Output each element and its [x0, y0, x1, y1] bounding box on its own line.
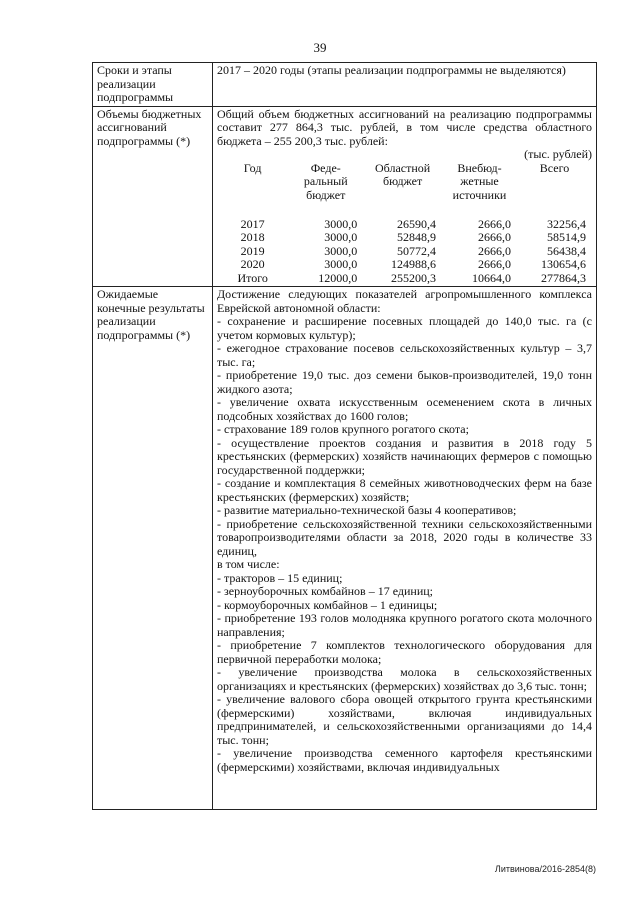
budget-federal: 3000,0: [324, 230, 358, 244]
budget-extra: 2666,0: [478, 230, 511, 244]
budget-row: [93, 106, 597, 287]
budget-regional: 124988,6: [391, 257, 436, 271]
outcome-line: - увеличение производства молока в сельскохозяйственных организациях и крестьянских (фермерских) хозяйствах до 3,6 тыс. тонн;: [217, 665, 592, 693]
page-number: 39: [313, 40, 327, 55]
periods-label: Сроки и этапы реализации подпрограммы: [93, 63, 213, 107]
budget-header-regional: Областной бюджет: [375, 160, 431, 188]
outcome-line: в том числе:: [217, 557, 280, 571]
budget-header-row: [217, 162, 592, 218]
outcome-line: - страхование 189 голов крупного рогатого скота;: [217, 422, 469, 436]
outcome-line: - приобретение 7 комплектов технологического оборудования для первичной переработки молока;: [217, 638, 592, 666]
document-footer: Литвинова/2016-2854(8): [494, 864, 596, 874]
outcome-line: - развитие материально-технической базы 4 кооперативов;: [217, 503, 517, 517]
budget-year: 2018: [240, 230, 265, 244]
budget-header-year: Год: [243, 160, 262, 175]
budget-total: 277864,3: [541, 270, 586, 285]
outcome-line: Достижение следующих показателей агропромышленного комплекса Еврейской автономной области:: [217, 288, 592, 315]
budget-row-2017: [217, 218, 592, 232]
budget-federal: 3000,0: [324, 257, 358, 271]
budget-header-extra: Внебюд-жетные источники: [452, 160, 507, 202]
outcomes-row: [93, 287, 597, 810]
budget-regional: 26590,4: [397, 216, 436, 231]
outcome-line: - приобретение сельскохозяйственной техники сельскохозяйственными товаропроизводителями области за 2018, 2020 годы в количестве 33 единиц,: [217, 516, 592, 558]
budget-row-total: [217, 272, 592, 286]
budget-row-2018: [217, 231, 592, 245]
budget-year: 2017: [240, 216, 265, 231]
outcome-line: - увеличение валового сбора овощей открытого грунта крестьянскими (фермерскими) хозяйствами, включая индивидуальных предпринимателей, и сельскохозяйственными организациями до 14,4 тыс. тонн;: [217, 692, 592, 747]
budget-units: (тыс. рублей): [524, 147, 592, 161]
outcome-line: - кормоуборочных комбайнов – 1 единицы;: [217, 597, 438, 612]
outcome-line: - приобретение 19,0 тыс. доз семени быков-производителей, 19,0 тонн жидкого азота;: [217, 368, 592, 396]
outcome-line: - создание и комплектация 8 семейных животноводческих ферм на базе крестьянских (фермерских) хозяйств;: [217, 476, 592, 504]
budget-header-federal: Феде-ральный бюджет: [303, 160, 348, 202]
budget-extra: 2666,0: [478, 257, 511, 271]
budget-total: 56438,4: [547, 243, 586, 258]
budget-year: 2019: [240, 243, 265, 258]
outcome-line: - ежегодное страхование посевов сельскохозяйственных культур – 3,7 тыс. га;: [217, 341, 592, 369]
budget-extra: 2666,0: [478, 243, 511, 258]
budget-label: Объемы бюджетных ассигнований подпрограммы (*): [93, 106, 213, 287]
budget-row-2020: [217, 258, 592, 272]
outcome-line: - увеличение производства семенного картофеля крестьянскими (фермерскими) хозяйствами, включая индивидуальных: [217, 746, 592, 774]
budget-regional: 50772,4: [397, 243, 436, 258]
outcome-line: - приобретение 193 голов молодняка крупного рогатого скота молочного направления;: [217, 611, 592, 639]
budget-federal: 3000,0: [324, 216, 358, 231]
budget-year: 2020: [240, 257, 265, 271]
budget-regional: 52848,9: [397, 230, 436, 244]
budget-row-2019: [217, 245, 592, 259]
outcome-line: - сохранение и расширение посевных площадей до 140,0 тыс. га (с учетом кормовых культур);: [217, 314, 592, 342]
budget-total: 32256,4: [547, 216, 586, 231]
budget-cell: [213, 106, 597, 287]
budget-total: 58514,9: [547, 230, 586, 244]
periods-row: [93, 63, 597, 107]
budget-text: Общий объем бюджетных ассигнований на реализацию подпрограммы составит 277 864,3 тыс. рублей, в том числе средства областного бюджета – 255 200,3 тыс. рублей:: [217, 106, 592, 148]
budget-year: Итого: [237, 270, 268, 285]
periods-value: 2017 – 2020 годы (этапы реализации подпрограммы не выделяются): [213, 63, 597, 107]
budget-federal: 3000,0: [324, 243, 358, 258]
budget-header-total: Всего: [539, 160, 570, 175]
outcomes-cell: [213, 287, 597, 810]
budget-table: [217, 162, 592, 286]
budget-extra: 2666,0: [478, 216, 511, 231]
budget-federal: 12000,0: [318, 270, 358, 285]
budget-regional: 255200,3: [391, 270, 436, 285]
passport-table: [92, 62, 597, 810]
budget-total: 130654,6: [541, 257, 586, 271]
outcome-line: - осуществление проектов создания и развития в 2018 году 5 крестьянских (фермерских) хозяйств начинающих фермеров с помощью государственной поддержки;: [217, 435, 592, 477]
outcome-line: - зерноуборочных комбайнов – 17 единиц;: [217, 584, 434, 598]
outcomes-label: Ожидаемые конечные результаты реализации подпрограммы (*): [93, 287, 213, 810]
outcome-line: - тракторов – 15 единиц;: [217, 570, 343, 585]
budget-extra: 10664,0: [472, 270, 511, 285]
outcomes-list: [217, 288, 592, 809]
outcome-line: - увеличение охвата искусственным осеменением скота в личных подсобных хозяйствах до 1600 голов;: [217, 395, 592, 423]
